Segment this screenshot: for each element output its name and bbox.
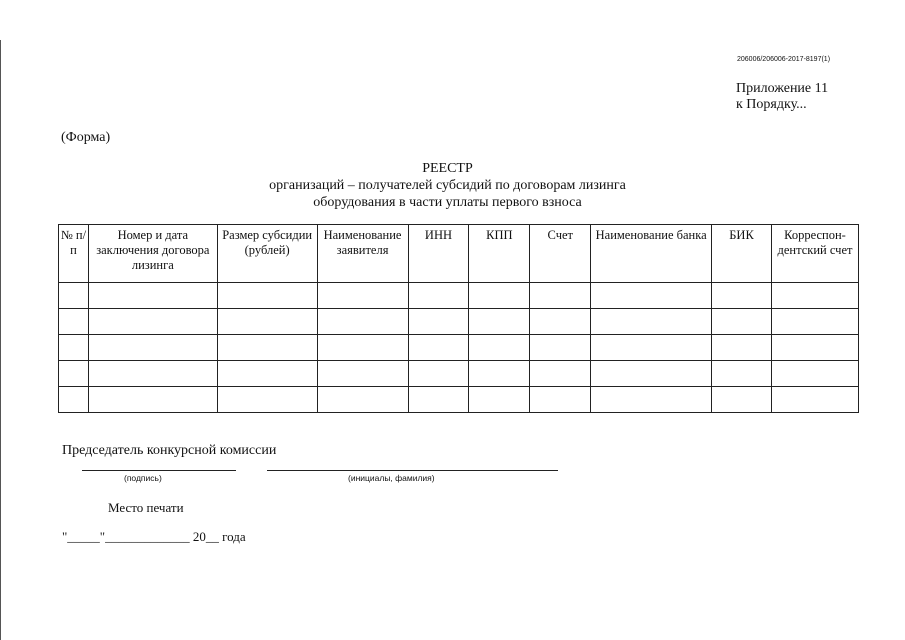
table-cell[interactable] <box>469 335 530 361</box>
title-line-2: организаций – получателей субсидий по договорам лизинга <box>269 178 626 193</box>
table-cell[interactable] <box>530 309 591 335</box>
signature-line <box>82 470 236 471</box>
table-cell[interactable] <box>530 283 591 309</box>
column-header-corr-account: Корреспон-дентский счет <box>771 225 858 283</box>
title-line-3: оборудования в части уплаты первого взноса <box>313 195 582 210</box>
name-caption: (инициалы, фамилия) <box>348 473 435 483</box>
table-cell[interactable] <box>217 387 317 413</box>
table-cell[interactable] <box>591 283 712 309</box>
table-cell[interactable] <box>591 387 712 413</box>
table-cell[interactable] <box>771 387 858 413</box>
table-cell[interactable] <box>217 309 317 335</box>
table-cell[interactable] <box>469 387 530 413</box>
table-cell[interactable] <box>88 335 217 361</box>
table-cell[interactable] <box>469 283 530 309</box>
column-header-account: Счет <box>530 225 591 283</box>
column-header-subsidy-amount: Размер субсидии (рублей) <box>217 225 317 283</box>
table-cell[interactable] <box>771 309 858 335</box>
table-cell[interactable] <box>712 387 772 413</box>
table-row <box>59 283 859 309</box>
table-cell[interactable] <box>408 387 469 413</box>
table-cell[interactable] <box>59 335 89 361</box>
table-cell[interactable] <box>530 335 591 361</box>
page-edge <box>0 40 1 640</box>
chair-label: Председатель конкурсной комиссии <box>62 443 277 458</box>
table-cell[interactable] <box>88 309 217 335</box>
document-id: 206006/206006-2017-8197(1) <box>737 56 831 63</box>
table-row <box>59 335 859 361</box>
table-cell[interactable] <box>408 335 469 361</box>
table-cell[interactable] <box>408 283 469 309</box>
table-cell[interactable] <box>469 361 530 387</box>
table-cell[interactable] <box>771 283 858 309</box>
table-cell[interactable] <box>59 309 89 335</box>
table-cell[interactable] <box>408 309 469 335</box>
table-cell[interactable] <box>59 387 89 413</box>
date-line: "_____"_____________ 20__ года <box>62 529 246 544</box>
table-cell[interactable] <box>530 387 591 413</box>
table-cell[interactable] <box>217 283 317 309</box>
table-cell[interactable] <box>712 283 772 309</box>
table-cell[interactable] <box>217 361 317 387</box>
table-cell[interactable] <box>217 335 317 361</box>
column-header-bank-name: Наименование банка <box>591 225 712 283</box>
table-row <box>59 361 859 387</box>
table-cell[interactable] <box>59 361 89 387</box>
column-header-inn: ИНН <box>408 225 469 283</box>
column-header-kpp: КПП <box>469 225 530 283</box>
table-cell[interactable] <box>469 309 530 335</box>
table-row <box>59 309 859 335</box>
column-header-applicant-name: Наименование заявителя <box>317 225 408 283</box>
table-cell[interactable] <box>88 361 217 387</box>
table-cell[interactable] <box>771 335 858 361</box>
table-cell[interactable] <box>712 361 772 387</box>
table-header-row <box>59 225 859 283</box>
document-title <box>0 160 905 211</box>
column-header-number: № п/п <box>59 225 89 283</box>
table-cell[interactable] <box>591 335 712 361</box>
table-cell[interactable] <box>59 283 89 309</box>
form-label: (Форма) <box>61 130 111 145</box>
table-cell[interactable] <box>591 309 712 335</box>
table-cell[interactable] <box>317 387 408 413</box>
registry-table <box>58 224 859 413</box>
table-cell[interactable] <box>771 361 858 387</box>
table-cell[interactable] <box>317 335 408 361</box>
table-cell[interactable] <box>317 361 408 387</box>
signature-caption: (подпись) <box>124 473 162 483</box>
table-cell[interactable] <box>712 335 772 361</box>
name-line <box>267 470 558 471</box>
appendix-line-2: к Порядку... <box>736 97 807 112</box>
appendix-reference <box>736 81 828 113</box>
appendix-line-1: Приложение 11 <box>736 81 829 96</box>
title-line-1: РЕЕСТР <box>422 161 473 176</box>
table-cell[interactable] <box>317 309 408 335</box>
table-cell[interactable] <box>712 309 772 335</box>
table-cell[interactable] <box>530 361 591 387</box>
table-cell[interactable] <box>88 283 217 309</box>
table-cell[interactable] <box>408 361 469 387</box>
stamp-label: Место печати <box>108 500 184 515</box>
table-cell[interactable] <box>317 283 408 309</box>
column-header-bik: БИК <box>712 225 772 283</box>
table-row <box>59 387 859 413</box>
table-cell[interactable] <box>591 361 712 387</box>
table-cell[interactable] <box>88 387 217 413</box>
column-header-contract: Номер и дата заключения договора лизинга <box>88 225 217 283</box>
